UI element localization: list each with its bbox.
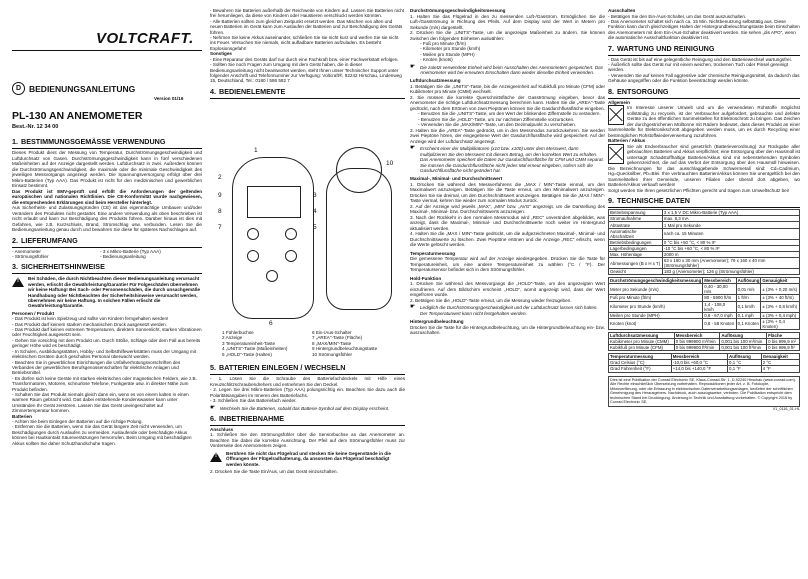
list-item: - Äußerlich sollte das Gerät nur mit einem weichen, trockenen Tuch oder Pinsel gereinigt werden. [608,62,800,73]
order-number: Best.-Nr. 12 34 00 [12,124,59,130]
list-item: - Knoten (knots) [420,57,605,62]
table-row [609,318,800,329]
table-cell: Grad Celsius (°C) [609,360,672,366]
table-cell: 0,1 Knoten [736,318,761,329]
step-item: 1. Drücken Sie während des Messvorgangs die „HOLD"-Taste, um den angezeigten Wert einzufrieren. Auf dem Bildschirm erscheint „HOLD", womit angezeigt wird, dass der Wert eingefroren wurde. [410,281,605,298]
connection-heading: Anschluss [210,426,234,432]
step-item: - Verwenden Sie die „MAX/MIN"-Taste, um den Dezimalpunkt zu verschieben. [418,122,577,128]
table-cell: nach ca. 15 Minuten [662,228,799,239]
table-row [609,366,800,372]
table-cell: 1,4 - 108,0 km/h [703,301,736,312]
step-item: 2. Sie müssen die korrekte Querschnittsfläche der Gasströmung eingeben, bevor das Anemometer die richtige Luftdurchsatzmessung berechnen kann. Halten Sie die „AREA"-Taste gedrückt, nach dem Ertönen von zwei Pieptönen können Sie die Gasdurchflussfläche eingeben. [410,94,605,111]
step-item: - 3. Schließen Sie das Batteriefach wieder. [210,398,405,404]
temperature-heading: Temperaturmessung [410,250,456,256]
table-row [609,312,800,318]
table-header-cell: Genauigkeit [761,354,799,360]
delivery-item: - 3 x Mikro-Batterie (Typ AAA) [100,249,161,254]
legend-item: 5 „HOLD"-Taste (Halten) [222,351,272,357]
list-item: - Fuß pro Minute (ft/m) [420,41,605,46]
callout-4: 4 [313,208,317,215]
hold-note: ☛ Lediglich die Durchströmungsgeschwindigkeit und der Luftdurchsatz lassen sich halten. Der Temperaturwert kann nicht festgehalten werden. [420,305,605,316]
anemometer-drawing [232,157,314,319]
delivery-item: - Anemometer [12,249,92,254]
backlight-heading: Hintergrundbeleuchtung [410,319,464,325]
list-item: - Das Produkt ist kein Spielzeug und sollte von Kindern ferngehalten werden! [12,316,202,321]
table-cell: ± (3% + 40 ft/m) [761,295,800,301]
list-item: - Das Gerät ist bis auf eine gelegentliche Reinigung und den Batteriewechsel wartungsfrei. [608,57,800,62]
voltcraft-logo: VOLTCRAFT. [96,30,194,47]
callout-1: 1 [254,147,258,154]
doc-heading [12,82,135,95]
list-item: - Beachten Sie in gewerblichen Einrichtungen die Unfallverhütungsvorschriften des Verbandes der gewerblichen Berufsgenossenschaften für elektrische Anlagen und Betriebsmittel. [12,360,202,376]
section-3-heading: 3. SICHERHEITSHINWEISE [12,262,105,272]
table-row [609,360,800,366]
table-row [609,228,800,239]
step-item: - 1. Lösen Sie die Schraube des Batteriefachdeckels mit Hilfe eines Kreuzschlitzschraubendrehers und entnehmen Sie den Deckel. [210,376,405,387]
warning-icon: ! [210,452,222,462]
batteries-disposal-text: Sie als Endverbraucher sind gesetzlich (Batterieverordnung) zur Rückgabe aller gebrauchten Batterien und Akkus verpflichtet; eine Entsorgung über den Hausmüll ist untersagt! Schadstoffhaltige Batterien/Akkus sind mit nebenstehenden Symbolen gekennzeichnet, die auf das Verbot der Entsorgung über den Hausmüll hinweisen. Die Bezeichnungen für das ausschlaggebende Schwermetall sind: Cd=Cadmium, Hg=Quecksilber, Pb=Blei. Ihre verbrauchten Batterien/Akkus können Sie unentgeltlich bei den Sammelstellen Ihrer Gemeinde, unseren Filialen oder überall dort abgeben, wo Batterien/Akkus verkauft werden! [608,143,800,188]
step-item: 2. Betätigen Sie die „HOLD"-Taste erneut, um die Messung wieder freizugeben. [410,297,572,303]
section-7-heading: 7. WARTUNG UND REINIGUNG [608,43,715,53]
crossed-bin-icon [608,144,624,164]
table-cell: 0 bis 999,9 ft² [767,344,800,350]
table-cell: 0,1 °C [728,360,762,366]
flow-heading: Luftdurchsatzmessung [410,78,461,84]
legend-right [312,330,377,357]
step-item: 3. Nach der Rückkehr in den normalen Messmodus wird „REC" unverändert abgebildet, was anzeigt, dass die Maximal-, Minimal- und Durchschnittswerte noch weiter im Hintergrund aktualisiert werden. [410,214,605,231]
section-9-heading: 9. TECHNISCHE DATEN [608,196,690,206]
table-cell: 0 bis 999,9 m² [767,338,800,344]
language-badge: D [12,82,25,95]
doc-heading-text: BEDIENUNGSANLEITUNG [29,83,136,94]
section-4-heading: 4. BEDIENELEMENTE [210,86,286,96]
table-header-cell: Messbereich [703,278,736,284]
batteries-list [12,419,202,446]
legend-left [222,330,287,357]
table-cell: 63 x 160 x 30 mm (Anemometer); 76 x 160 x 40 mm (Strömungsfühler) [662,258,799,269]
callout-7: 7 [218,224,222,231]
table-cell: max. 8,3 mA [662,216,799,222]
table-cell: +14,0 bis +140,0 °F [671,366,727,372]
column-3 [410,8,605,336]
table-header-cell: Fläche [767,332,800,338]
step-item: 3. Halten Sie die „AREA"-Taste gedrückt, um in den Messmodus zurückzukehren. Sie werden zwei Pieptöne hören, der eingegebene Wert der Gasdurchflussfläche wird gespeichert. Auf der Anzeige wird der Luftdurchsatz angezeigt. [410,127,605,144]
delivery-item: - Strömungsfühler [12,254,92,259]
table-cell: Lagerbedingungen [609,245,663,251]
callout-2: 2 [218,174,222,181]
product-title: PL-130 AN ANEMOMETER [12,110,143,122]
table-cell: Knoten (knot) [609,318,703,329]
callout-6: 6 [269,320,273,327]
battery-list-continued [210,8,405,51]
list-item: - Entfernen Sie die Batterien, wenn Sie das Gerät längere Zeit nicht verwenden, um Beschädigungen durch Auslaufen zu vermeiden. Auslaufende oder beschädigte Akkus können bei Hautkontakt Säureverätzungen hervorrufen. Beim Umgang mit beschädigten Akkus sollten Sie daher Schutzhandschuhe tragen. [12,424,202,446]
table-cell: ± (3% + 0,20 m/s) [761,284,800,295]
section-2-heading: 2. LIEFERUMFANG [12,235,78,245]
step-item: 1. Betätigen Sie die „UNITS"-Taste, bis die Anzeigeeinheit auf Kubikfuß pro Minute (CFM) oder Kubikmeter pro Minute (CMM) wechselt. [410,83,605,95]
delivery-list [12,249,202,260]
table-cell: 1 Mal pro Sekunde [662,222,799,228]
table-header-cell: Auflösung [728,354,762,360]
section-1-heading: 1. BESTIMMUNGSGEMÄSSE VERWENDUNG [12,137,166,146]
column-2 [210,8,405,100]
column-4 [608,8,800,411]
callout-10: 10 [386,160,394,167]
step-item: 2. Drücken Sie die Taste Ein/Aus, um das Gerät einzuschalten. [210,469,338,475]
battery-steps [210,376,405,404]
list-item: - Achten Sie beim Einlegen der Batterien auf die richtige Polung. [12,419,202,424]
table-cell: Fuß pro Minute (ft/m) [609,295,703,301]
batteries-disposal-heading: Batterien / Akkus [608,138,646,144]
maintenance-list [608,57,800,84]
table-cell: 0,01 m/s [736,284,761,295]
table-cell: 0,1 °F [728,366,762,372]
list-item: - Betätigen Sie den Ein-/Aus-Schalter, um das Gerät auszuschalten. [608,14,800,19]
table-row [609,301,800,312]
unit-note: ☛ Die zuletzt verwendete Einheit wird beim Ausschalten des Anemometers gespeichert. Das Anemometer wird bei erneutem Einschalten dann wieder dieselbe Einheit verwenden. [420,65,605,76]
legend-item: 3 Temperatureinheit-Taste [222,340,276,346]
table-cell: 3 x 1,5 V DC Mikro-Batterie (Typ AAA) [662,210,799,216]
section-6-heading: 6. INBETRIEBNAHME [210,413,285,423]
step-item: - Benutzen Sie die „HOLD"-Taste, um zur nächsten Ziffernstelle vorzurücken. [418,116,575,122]
table-cell: Abmessungen (B x H x T) [609,258,663,269]
hold-heading: Hold-Funktion [410,275,442,281]
temperature-table [608,353,800,372]
impeller-warning: ! Berühren Sie nicht das Flügelrad und stecken Sie keine Gegenstände in die Öffnungen der Flügelradhalterung, da ansonsten das Flügelrad beschädigt werden könnte. [210,451,405,467]
table-header-cell: Auflösung [737,278,760,284]
speed-table [608,277,800,329]
table-cell: Abtastrate [609,222,663,228]
table-header-row [609,278,800,284]
backlight-text: Drücken Sie die Taste für die Hintergrundbeleuchtung, um die Hintergrundbeleuchtung ein- bzw. auszuschalten. [410,324,606,336]
step-item: 4. Halten Sie die „MAX / MIN"-Taste gedrückt, um die aufgezeichneten Maximal-, Minimal- und Durchschnittswerte zu löschen. Zwei Pieptöne ertönen und die Anzeige „REC" erlischt, wenn die Werte gelöscht werden. [410,231,605,248]
legend-item: 2 Anzeige [222,335,243,341]
table-cell: Grad Fahrenheit (°F) [609,366,672,372]
section-8-heading: 8. ENTSORGUNG [608,86,669,96]
table-cell: 0,1 mph [736,312,761,318]
table-cell: 0 °C bis +50 °C, < 80 % rF [662,239,799,245]
table-header-cell: Messbereich [671,354,727,360]
general-heading: Allgemein [608,99,630,105]
list-item: - Nehmen Sie keine Akkus auseinander, schließen Sie sie nicht kurz und werfen Sie sie nicht ins Feuer. Versuchen Sie niemals, nicht aufladbare Batterien aufzuladen. Es besteht Explosionsgefahr! [210,35,405,51]
safety-warning: ! Bei Schäden, die durch Nichtbeachten dieser Bedienungsanleitung verursacht werden, erlischt die Gewährleistung/Garantie! Für Folgeschäden übernehmen wir keine Haftung! Bei Sach- oder Personenschäden, die durch unsachgemäße Handhabung oder Nichtbeachten der Sicherheitshinweise verursacht werden, übernehmen wir keine Haftung. In solchen Fällen erlischt die Gewährleistung/Garantie. [12,276,202,308]
step-item: 1. Halten Sie das Flügelrad in den zu messenden Luft-/Gasstrom. Ermöglichen Sie die Luft-/Gasströmung in Richtung des Pfeils. Auf dem Display wird der Wert in Metern pro Sekunde (m/s) dargestellt. [410,13,605,30]
temperature-text: Die gemessene Temperatur wird auf der Anzeige wiedergegeben. Drücken Sie die Taste für Temperatureinheit, um eine andere Temperatureinheit zu wählen (°C / °F). Der Temperatursensor befindet sich in dem Strömungsfühler. [410,256,605,273]
s1-bold: Das Produkt ist EMV-geprüft und erfüllt die Anforderungen der geltenden europäischen und nationalen Richtlinien. Die CE-Konformität wurde nachgewiesen, die entsprechenden Erklärungen sind beim Hersteller hinterlegt. [12,188,202,205]
list-item: - Bewahren Sie Batterien außerhalb der Reichweite von Kindern auf. Lassen Sie Batterien nicht frei herumliegen, da diese von Kindern oder Haustieren verschluckt werden könnten. [210,8,405,19]
list-item: - Verwenden Sie auf keinen Fall aggressive oder chemische Reinigungsmittel, da dadurch das Gehäuse angegriffen oder die Funktion beeinträchtigt werden könnte. [608,73,800,84]
list-item: - Es dürfen sich keine Geräte mit starken elektrischen oder magnetischen Feldern, wie z.B. Transformatoren, Motoren, schnurlose Telefone, Funkgeräte usw. in direkter Nähe zum Produkt befinden. [12,376,202,392]
table-cell: 0,001 bis 100 ft³/min [720,344,767,350]
list-item: - In Schulen, Ausbildungsstätten, Hobby- und Selbsthilfewerkstätten muss der Umgang mit elektrischen Geräten durch geschultes Personal überwacht werden. [12,349,202,360]
legend-item: 9 Hintergrundbeleuchtungstaste [312,346,378,352]
misc-list [210,57,405,84]
doc-code: V1_0116_01-HL [772,407,800,412]
table-cell: 0 bis 999900 m³/min [674,338,720,344]
table-cell: Kubikmeter pro Minute (CMM) [609,338,675,344]
battery-note: ☛ Wechseln Sie die Batterien, sobald das Batterie-Symbol auf dem Display erscheint. [220,406,405,411]
table-cell: Betriebsbedingungen [609,239,663,245]
table-cell: 183 g (Anemometer); 126 g (Strömungsfühler) [662,269,799,275]
list-item: - Kilometer pro Stunde (km/h) [420,46,605,51]
table-row [609,295,800,301]
publisher-footer: Dies ist eine Publikation der Conrad Electronic SE, Klaus-Conrad-Str. 1, D-92240 Hirschau (www.conrad.com). Alle Rechte einschließlich Übersetzung vorbehalten. Reproduktionen jeder Art, z. B. Fotokopie, Mikroverfilmung, oder die Erfassung in elektronischen Datenverarbeitungsanlagen, bedürfen der schriftlichen Genehmigung des Herausgebers. Nachdruck, auch auszugsweise, verboten. Die Publikation entspricht dem technischen Stand bei Drucklegung. Änderung in Technik und Ausstattung vorbehalten. © Copyright 2016 by Conrad Electronic SE. [608,376,800,408]
list-item: - Das Produkt darf keinen extremen Temperaturen, direktem Sonnenlicht, starken Vibrationen oder Feuchtigkeit ausgesetzt sein. [12,327,202,338]
delivery-item: - Bedienungsanleitung [100,254,161,259]
button-drawing [247,228,259,240]
button-drawing [285,250,297,262]
batteries-heading: Batterien [12,413,32,419]
legend-item: 4 „UNITS"-Taste (Maßeinheiten) [222,346,288,352]
flow-table [608,332,800,351]
step-item: 2. Auf der Anzeige wird jeweils „MAX", „MIN" bzw. „AVG" angezeigt, um die Darstellung des Maximal-, Minimal- bzw. Durchschnittswerts anzuzeigen. [410,203,605,215]
table-cell: -10,0 bis +60,0 °C [671,360,727,366]
table-cell: 0,001 bis 100 m³/min [720,338,767,344]
list-item: - Eine Reparatur des Geräts darf nur durch eine Fachkraft bzw. einer Fachwerkstatt erfolgen. [210,57,405,62]
speed-heading: Durchströmungsgeschwindigkeitsmessung [410,8,506,13]
crossed-bin-icon [608,105,624,125]
table-cell: 0,1 km/h [736,301,761,312]
table-cell: Meilen pro Stunde (MPH) [609,312,703,318]
list-item: - Das Anemometer schaltet sich nach ca. 15 Min. Nichtbenutzung selbsttätig aus. Diese Funktion kann durch gleichzeitiges Halten der Hintergrundbeleuchtungstaste beim Einschalten des Anemometers mit dem Ein-/Aus-Schalter deaktiviert werden. Sie sehen „dis APO", wenn die automatische Ausschaltfunktion deaktiviert ist. [608,19,800,41]
table-header-cell: Luftdurchsatzmessung [609,332,675,338]
misc-heading: Sonstiges [210,51,232,57]
table-cell: 4 °F [761,366,799,372]
table-cell: Betriebsspannung [609,210,663,216]
button-drawing [285,228,297,240]
table-header-cell: Genauigkeit [761,278,800,284]
tech-data-table [608,209,800,275]
table-row [609,284,800,295]
list-item: - Sollten Sie noch Fragen zum Umgang mit dem Gerät haben, die in dieser Bedienungsanleitung nicht beantwortet werden, steht Ihnen unser Technischer Support unter folgender Anschrift und Telefonnummer zur Verfügung: Voltcraft®, 92242 Hirschau, Lindenweg 15, Deutschland, Tel.: 0180 / 586 582 7 [210,62,405,84]
table-cell: Kilometer pro Stunde (km/h) [609,301,703,312]
callout-3: 3 [313,192,317,199]
table-header-cell: Temperaturmessung [609,354,672,360]
step-item: - Benutzen Sie die „UNITS"-Taste, um den Wert der blinkenden Ziffernstelle zu verändern. [418,111,601,117]
table-row [609,258,800,269]
table-cell: 1 ft/m [736,295,761,301]
table-cell: Stromaufnahme [609,216,663,222]
step-item: 1. Schließen Sie den Strömungsfühler über die Sensorbuchse an das Anemometer an. Beachten Sie dabei die korrekte Ausrichtung. Der Pfeil auf dem Strömungsfühler muss zur Vorderseite des Anemometers zeigen. [210,432,405,449]
callout-9: 9 [218,192,222,199]
table-cell: ± (3% + 0,4 mph) [761,312,800,318]
section-5-heading: 5. BATTERIEN EINLEGEN / WECHSELN [210,363,346,372]
table-cell: 0,9 - 67,0 mph [703,312,736,318]
table-cell: ± (3% + 0,4 Knoten) [761,318,800,329]
table-cell: 0 bis 999900 ft³/min [674,344,720,350]
callout-5: 5 [313,224,317,231]
list-item: - Meilen pro Stunde (MPH) [420,52,605,57]
table-row [609,344,800,350]
table-cell: 0,40 - 30,00 m/s [703,284,736,295]
table-cell: Meter pro Sekunde (m/s) [609,284,703,295]
table-cell: Max. Höhenlage [609,252,663,258]
table-cell: Gewicht [609,269,663,275]
list-item: - Gehen Sie vorsichtig mit dem Produkt um. Durch Stöße, Schläge oder dem Fall aus bereits geringer Höhe wird es beschädigt. [12,338,202,349]
table-cell: 80 - 5900 ft/m [703,295,736,301]
multiplier-note: ☛ Erscheint einer der Multiplikatoren (x10 bzw. x100) unter dem Messwert, dann multiplizieren Sie den Messwert mit diesem Betrag, um den korrekten Wert zu erhalten. Das Anemometer speichert die Daten zur Gasdurchflussfläche für CFM und CMM separat. Sie müssen die Gasdurchflussfläche nicht jedes Mal erneut eingeben, sofern sich die Gasdurchflussfläche nicht geändert hat. [420,146,605,173]
maxmin-heading: Maximal-, Minimal- und Durchschnittswert [410,176,503,182]
legend-item: 6 Ein-/Aus-Schalter [312,330,352,335]
disposal-text: Im Interesse unserer Umwelt und um die verwendeten Rohstoffe möglichst vollständig zu recyceln, ist der Verbraucher aufgefordert, gebrauchte und defekte Geräte zu den öffentlichen Sammelstellen für Elektroschrott zu bringen. Das Zeichen der durchgestrichenen Mülltonne mit Rädern bedeutet, dass dieses Produkt an einer Sammelstelle für Elektronikschrott abgegeben werden muss, um es durch Recycling einer bestmöglichen Rohstoffwiederverwertung zuzuführen. [608,105,800,138]
table-cell: 2000 m [662,252,799,258]
table-cell: Kubikfuß pro Minute (CFM) [609,344,675,350]
legend-item: 10 Strömungsfühler [312,351,353,357]
header-rule [12,50,202,51]
legend-item: 1 Fühlerbuchse [222,330,254,335]
list-item: - Schalten Sie das Produkt niemals gleich dann ein, wenn es von einem kalten in einen warmen Raum gebracht wird. Das dabei entstehende Kondenswasser kann unter Umständen Ihr Gerät zerstören. Lassen Sie das Gerät uneingeschaltet auf Zimmertemperatur kommen. [12,392,202,414]
impeller-drawing [336,147,382,193]
list-item: - Alle Batterien sollten zum gleichen Zeitpunkt ersetzt werden. Das Mischen von alten und neuen Batterien im Gerät kann zum Auslaufen der Batterien und zur Beschädigung des Geräts führen. [210,19,405,35]
table-header-cell: Messbereich [674,332,720,338]
table-cell: Automatische Abschaltzeit [609,228,663,239]
list-item: - Das Produkt darf keinem starken mechanischen Druck ausgesetzt werden. [12,322,202,327]
table-cell: 0,8 - 58 Knoten [703,318,736,329]
persons-list [12,316,202,413]
display-drawing [247,186,301,218]
version-label: Version 01/16 [154,96,184,101]
table-row [609,269,800,275]
step-item: 1. Drücken Sie während des Messverfahrens die „MAX / MIN"-Taste einmal, um den Maximalwert anzuzeigen. Betätigen Sie die Taste erneut, um den Minimalwert anzuzeigen. Drücken Sie sie dreimal, um den Durchschnittswert anzuzeigen. Betätigen Sie die „MAX / MIN"-Taste viermal, kehren Sie wieder zum normalen Modus zurück. [410,181,605,204]
s1-text2: Aus Sicherheits- und Zulassungsgründen (CE) ist das eigenmächtige Umbauen und/oder Verändern des Produktes nicht gestattet. Eine andere Verwendung als oben beschrieben ist nicht erlaubt und kann zur Beschädigung des Produkts führen. Darüber hinaus ist dies mit Gefahren, wie z.B. Kurzschluss, Brand, Stromschlag usw. verbunden. Lesen Sie die Bedienungsanleitung genau durch und bewahren Sie diese für späteres Nachschlagen auf. [12,205,202,232]
column-1 [12,134,202,446]
callout-8: 8 [218,208,222,215]
unit-list [420,41,605,63]
button-drawing [266,270,278,282]
button-drawing [247,250,259,262]
off-list [608,14,800,41]
table-row [609,338,800,344]
legend-item: 8 „MAX/MIN"-Taste [312,340,352,346]
s1-text: Dieses Produkt dient der Messung von Temperatur, Durchströmungsgeschwindigkeit und Luftdurchsatz von Gasen. Durchströmungsgeschwindigkeit kann in fünf verschiedenen Maßeinheiten auf der Anzeige dargestellt werden. Luftdurchsatz in zwei. Außerdem können die Durchströmungsgeschwindigkeit, die maximale oder die minimale Geschwindigkeit des jeweiligen Messvorgangs angezeigt werden. Die Spannungsversorgung erfolgt über drei Mikro-Batterien (Typ AAA). Das Produkt ist nicht für den medizinischen und gewerblichen Einsatz bestimmt. [12,150,202,188]
step-item: - 2. Legen Sie drei Mikro-Batterien (Typ AAA) polungsrichtig ein. Beachten Sie dazu auch die Polaritätsangaben im Inneren des Batteriefachs. [210,387,405,398]
off-heading: Ausschalten [608,8,636,13]
table-cell: ± (3% + 0,8 km/h) [761,301,800,312]
table-cell: -10 °C bis +60 °C, < 80 % rF [662,245,799,251]
table-header-cell: Durchströmungsgeschwindigkeitsmessung [610,278,702,284]
persons-heading: Personen / Produkt [12,310,55,316]
warning-icon: ! [12,277,24,287]
disposal-closing: Sorgt werden Sie Ihren gesetzlichen Pflichten gerecht und tragen zum Umweltschutz bei! [608,187,790,193]
legend-item: 7 „AREA"-Taste (Fläche) [312,335,363,341]
step-item: 2. Drücken Sie die „UNITS"-Taste, um die angezeigte Maßeinheit zu ändern. Sie können zwischen den folgenden Einheiten auswählen: [410,30,605,41]
column-2-lower [210,360,405,475]
table-header-cell: Auflösung [720,332,767,338]
table-cell: 2 °C [761,360,799,366]
